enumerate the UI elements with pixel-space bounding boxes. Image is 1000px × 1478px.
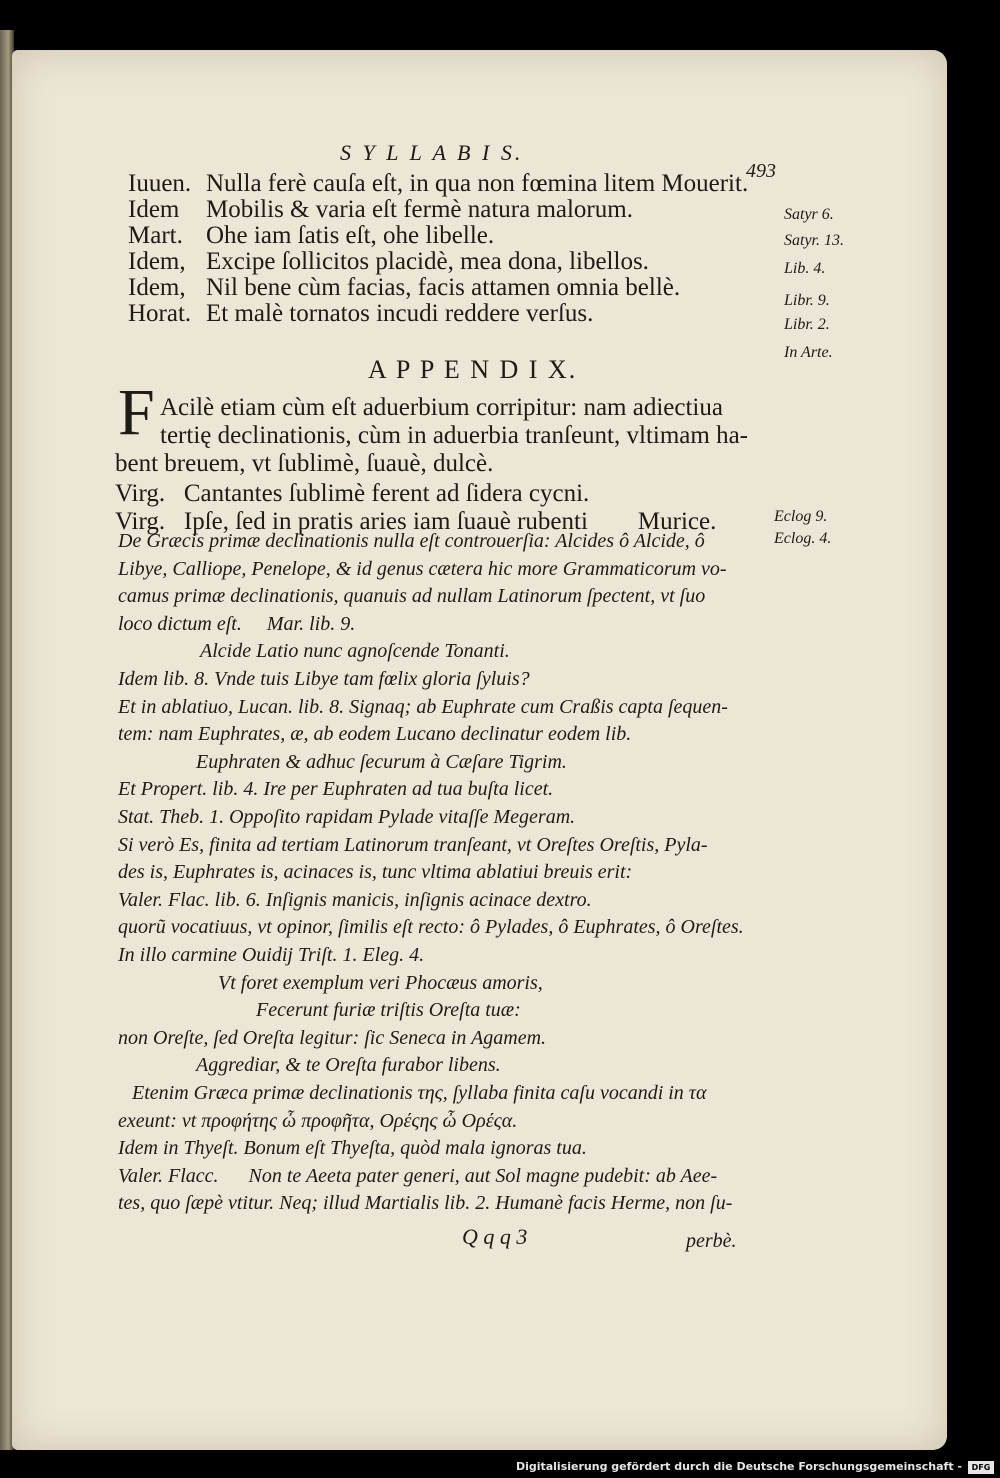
footer-credit: Digitalisierung gefördert durch die Deutsche Forschungsgemeinschaft - <box>515 1460 962 1473</box>
verse-text: Et malè tornatos incudi reddere verſus. <box>206 300 594 327</box>
verse-text: Excipe ſollicitos placidè, mea dona, libellos. <box>206 248 649 275</box>
margin-note: Libr. 9. <box>784 292 830 309</box>
dfg-logo: DFG <box>968 1461 994 1474</box>
appendix-line: Acilè etiam cùm eſt aduerbium corripitur: nam adiectiua <box>160 394 723 421</box>
verse-text: Nil bene cùm facias, facis attamen omnia bellè. <box>206 274 681 301</box>
signature-mark: Q q q 3 <box>462 1224 528 1249</box>
margin-note: Lib. 4. <box>784 260 826 277</box>
verse-text: Nulla ferè cauſa eſt, in qua non fœmina litem Mouerit. <box>206 170 749 197</box>
footer-bar <box>0 1458 1000 1478</box>
commentary-line: Etenim Græca primæ declinationis της, ſyllaba finita caſu vocandi in τα <box>132 1082 707 1104</box>
commentary-line: tes, quo ſæpè vtitur. Neq; illud Martialis lib. 2. Humanè facis Herme, non ſu- <box>118 1192 733 1215</box>
commentary-line: tem: nam Euphrates, æ, ab eodem Lucano declinatur eodem lib. <box>118 723 632 746</box>
running-title: S Y L L A B I S. <box>340 140 524 165</box>
margin-note: In Arte. <box>784 344 833 361</box>
margin-note: Satyr 6. <box>784 206 834 223</box>
appendix-line: bent breuem, vt ſublimè, ſuauè, dulcè. <box>115 450 494 477</box>
commentary-line: quorũ vocatiuus, vt opinor, ſimilis eſt recto: ô Pylades, ô Euphrates, ô Oreſtes. <box>118 916 744 939</box>
commentary-line: des is, Euphrates is, acinaces is, tunc vltima ablatiui breuis erit: <box>118 861 633 884</box>
margin-note: Eclog. 4. <box>774 530 832 547</box>
commentary-line: Et in ablatiuo, Lucan. lib. 8. Signaq; ab Euphrate cum Craßis capta ſequen- <box>118 695 728 718</box>
commentary-line: Alcide Latio nunc agnoſcende Tonanti. <box>200 640 510 663</box>
commentary-line: Euphraten & adhuc ſecurum à Cæſare Tigrim. <box>196 750 567 773</box>
commentary-line: Stat. Theb. 1. Oppoſito rapidam Pylade vitaſſe Megeram. <box>118 806 576 828</box>
commentary-line: Si verò Es, finita ad tertiam Latinorum tranſeant, vt Oreſtes Oreſtis, Pyla- <box>118 833 708 856</box>
commentary-line: exeunt: vt προφήτης ὦ προφῆτα, Ορέςης ὦ Ορέςα. <box>118 1109 518 1132</box>
margin-note: Libr. 2. <box>784 316 830 333</box>
appendix-line: tertię declinationis, cùm in aduerbia tranſeunt, vltimam ha- <box>160 422 749 449</box>
verse-text: Mobilis & varia eſt fermè natura malorum. <box>206 196 633 223</box>
commentary-line: Fecerunt furiæ triſtis Oreſta tuæ: <box>256 999 521 1022</box>
commentary-line: Idem in Thyeſt. Bonum eſt Thyeſta, quòd mala ignoras tua. <box>118 1137 587 1160</box>
verse-source: Idem <box>128 196 180 223</box>
verse-source: Iuuen. <box>128 170 192 197</box>
margin-note: Eclog 9. <box>774 508 828 525</box>
commentary-line: Et Propert. lib. 4. Ire per Euphraten ad tua buſta licet. <box>118 778 554 801</box>
commentary-line: Aggrediar, & te Oreſta furabor libens. <box>196 1054 501 1077</box>
margin-note: Satyr. 13. <box>784 232 844 249</box>
commentary-line: camus primæ declinationis, quanuis ad nullam Latinorum ſpectent, vt ſuo <box>118 585 706 608</box>
commentary-line: In illo carmine Ouidij Triſt. 1. Eleg. 4. <box>118 944 425 966</box>
commentary-line: Idem lib. 8. Vnde tuis Libye tam fœlix gloria ſyluis? <box>118 668 530 690</box>
verse-source: Horat. <box>128 300 192 327</box>
verse-text: Ohe iam ſatis eſt, ohe libelle. <box>206 222 495 249</box>
drop-cap: F <box>118 376 155 449</box>
commentary-line: non Oreſte, ſed Oreſta legitur: ſic Seneca in Agamem. <box>118 1026 547 1049</box>
commentary-line: De Græcis primæ declinationis nulla eſt controuerſia: Alcides ô Alcide, ô <box>118 530 705 552</box>
page-number: 493 <box>746 160 776 182</box>
commentary-line: Valer. Flac. lib. 6. Inſignis manicis, inſignis acinace dextro. <box>118 888 592 911</box>
commentary-line: Vt foret exemplum veri Phocæus amoris, <box>218 971 543 994</box>
appendix-line: Virg. Cantantes ſublimè ferent ad ſidera cycni. <box>115 480 590 507</box>
commentary-line: Valer. Flacc. Non te Aeeta pater generi, aut Sol magne pudebit: ab Aee- <box>118 1164 718 1187</box>
commentary-line: loco dictum eſt. Mar. lib. 9. <box>118 612 356 635</box>
verse-source: Idem, <box>128 274 186 301</box>
verse-source: Idem, <box>128 248 186 275</box>
verse-source: Mart. <box>128 222 183 249</box>
appendix-heading: A P P E N D I X. <box>368 355 578 384</box>
catchword: perbè. <box>686 1230 737 1252</box>
appendix-line: Virg. Ipſe, ſed in pratis aries iam ſuauè rubenti Murice. <box>115 508 717 535</box>
commentary-line: Libye, Calliope, Penelope, & id genus cætera hic more Grammaticorum vo- <box>118 557 727 580</box>
